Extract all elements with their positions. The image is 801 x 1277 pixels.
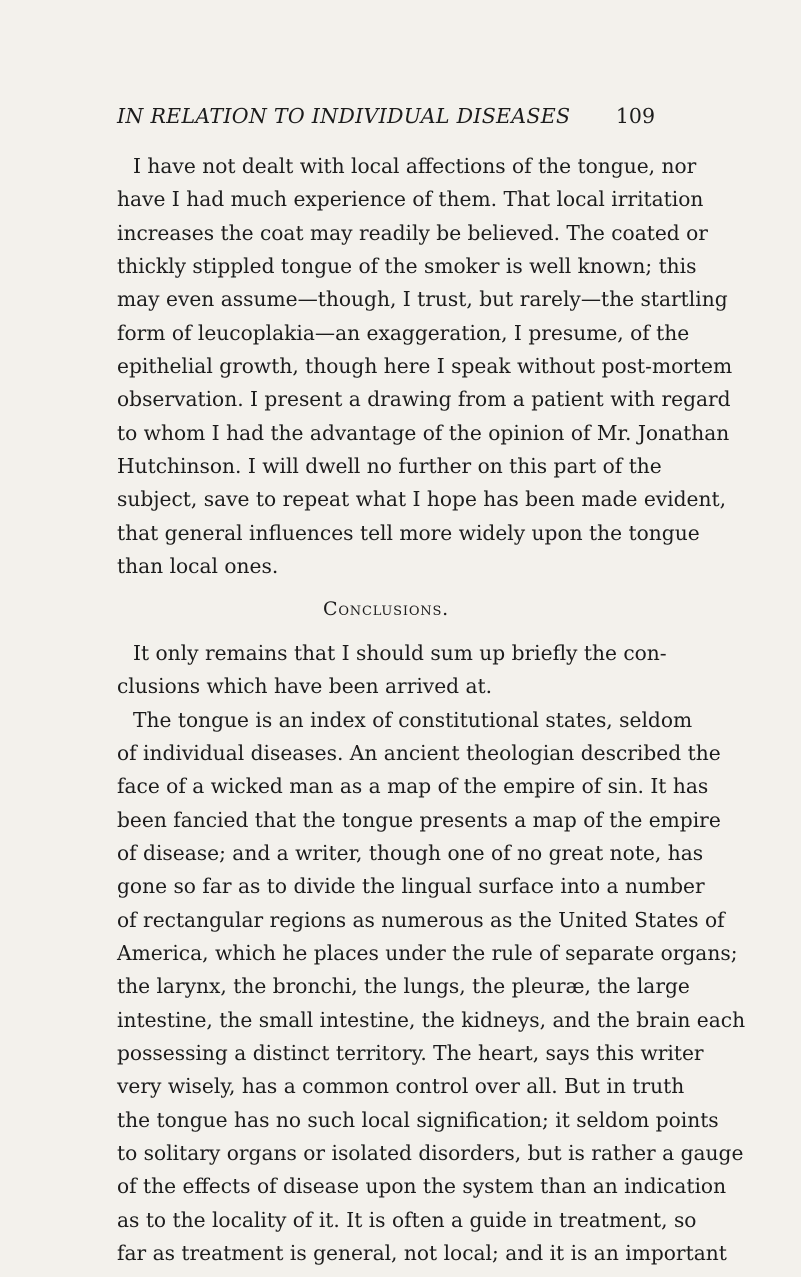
text-line: Hutchinson. I will dwell no further on this part of the [117, 454, 662, 479]
spacer [117, 583, 655, 593]
text-line: as to the locality of it. It is often a guide in treatment, so [117, 1207, 697, 1232]
text-line: subject, save to repeat what I hope has been made evident, [117, 487, 727, 512]
text-line: may even assume—though, I trust, but rarely—the startling [117, 287, 728, 312]
text-line: the larynx, the bronchi, the lungs, the pleuræ, the large [117, 974, 690, 999]
text-line: to solitary organs or isolated disorders, but is rather a gauge [117, 1140, 744, 1165]
text-line: been fancied that the tongue presents a map of the empire [117, 807, 721, 832]
text-line: epithelial growth, though here I speak without post-mortem [117, 354, 733, 379]
text-line: observation. I present a drawing from a patient with regard [117, 387, 731, 412]
text-line: gone so far as to divide the lingual surface into a number [117, 874, 705, 899]
text-line: It only remains that I should sum up briefly the con- [133, 640, 667, 665]
text-line: the tongue has no such local signification; it seldom points [117, 1107, 719, 1132]
text-line: to whom I had the advantage of the opinion of Mr. Jonathan [117, 420, 730, 445]
text-line: The tongue is an index of constitutional states, seldom [133, 707, 693, 732]
spacer [117, 627, 655, 637]
text-line: than local ones. [117, 554, 279, 579]
paragraph-conclusions [117, 704, 746, 1271]
text-line: intestine, the small intestine, the kidneys, and the brain each [117, 1007, 746, 1032]
body-text [117, 150, 746, 1270]
text-line: I have not dealt with local affections of the tongue, nor [133, 154, 697, 178]
text-line: America, which he places under the rule of separate organs; [117, 940, 738, 965]
text-line: clusions which have been arrived at. [117, 674, 493, 699]
text-line: face of a wicked man as a map of the empire of sin. It has [117, 774, 709, 799]
text-line: of individual diseases. An ancient theologian described the [117, 740, 721, 765]
text-line: that general influences tell more widely upon the tongue [117, 520, 700, 545]
running-title: IN RELATION TO INDIVIDUAL DISEASES [117, 104, 571, 128]
text-line: far as treatment is general, not local; and it is an important [117, 1241, 727, 1265]
text-line: have I had much experience of them. That local irritation [117, 187, 704, 212]
text-line: very wisely, has a common control over all. But in truth [117, 1074, 685, 1099]
text-line: of disease; and a writer, though one of no great note, has [117, 840, 704, 865]
text-line: form of leucoplakia—an exaggeration, I presume, of the [117, 320, 690, 345]
text-line: of rectangular regions as numerous as the United States of [117, 907, 725, 932]
running-head [117, 104, 655, 132]
text-line: of the effects of disease upon the system than an indication [117, 1174, 727, 1199]
text-line: thickly stippled tongue of the smoker is well known; this [117, 254, 697, 279]
section-heading: Conclusions. [322, 598, 449, 621]
text-line: possessing a distinct territory. The heart, says this writer [117, 1040, 704, 1065]
page-number: 109 [615, 104, 655, 128]
paragraph-local-affections [117, 150, 733, 583]
text-line: increases the coat may readily be believed. The coated or [117, 220, 708, 245]
paragraph-summary-intro [117, 637, 667, 704]
